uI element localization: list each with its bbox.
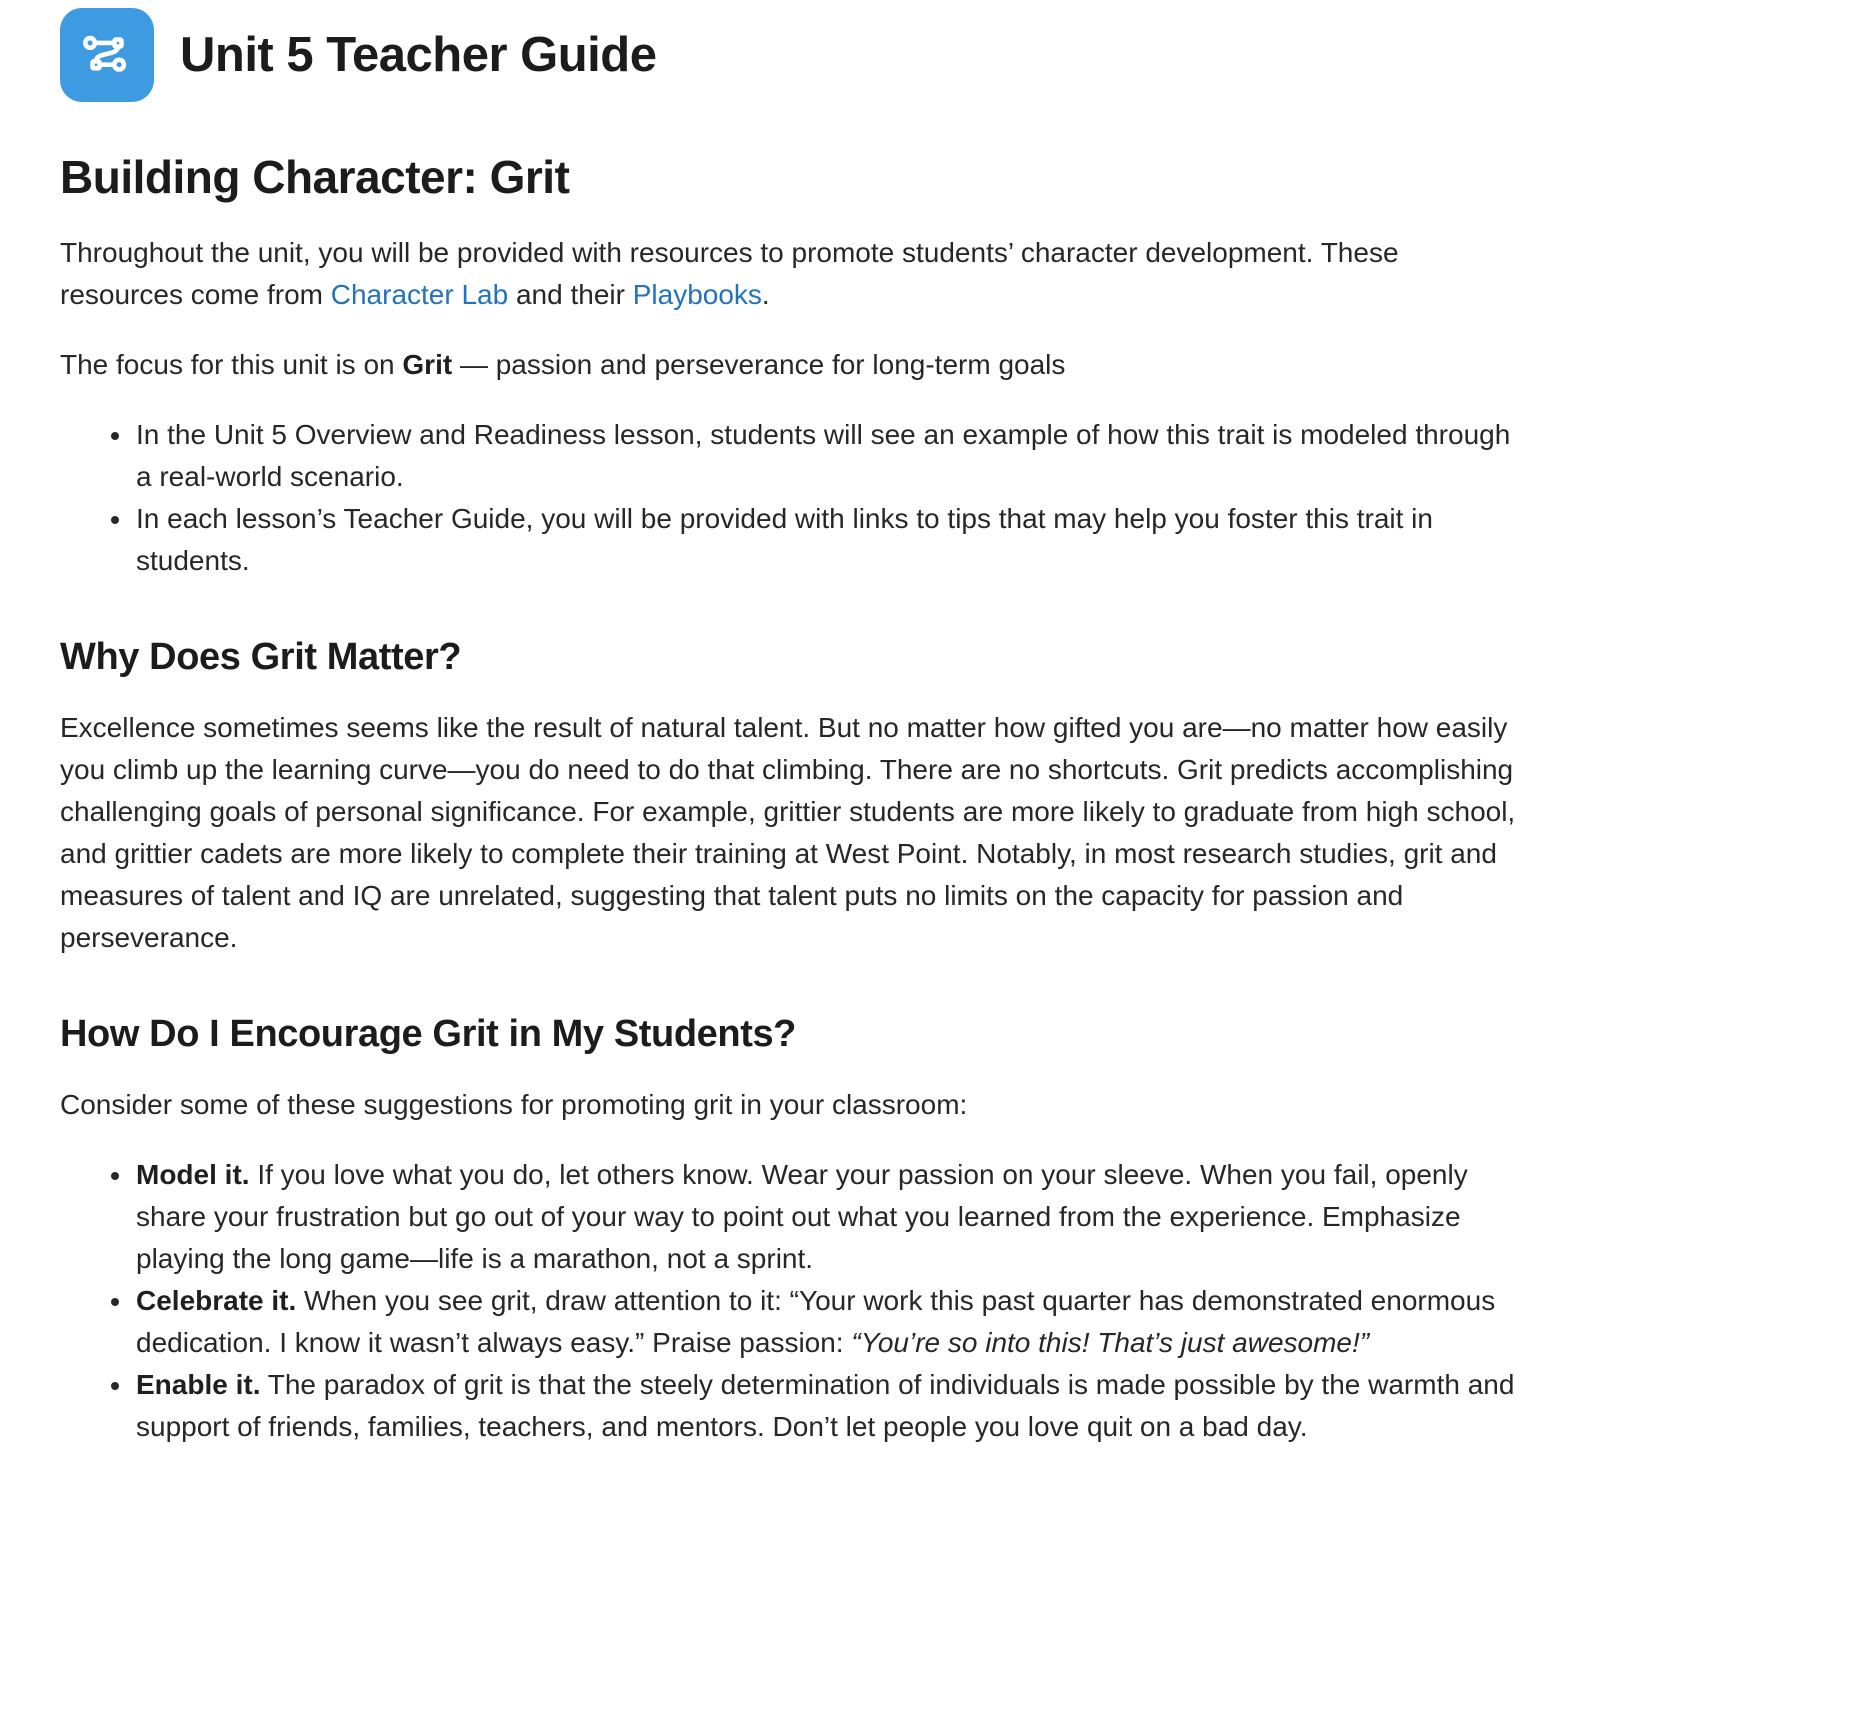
page-title: Building Character: Grit [60,151,570,203]
italic-text: “You’re so into this! That’s just awesome!” [851,1327,1370,1358]
route-icon [60,8,154,102]
section-heading-how: How Do I Encourage Grit in My Students? [60,1013,796,1055]
intro-paragraph: Throughout the unit, you will be provided with resources to promote students’ character development. These resources come from Character Lab and their Playbooks. [60,237,1399,310]
list-item: • Celebrate it. When you see grit, draw attention to it: “Your work this past quarter has demonstrated enormous dedication. I know it wasn’t always easy.” Praise passion: “You’re so into this! That’s just awesome!” [134,1280,1520,1364]
suggestions-bullet-list [60,1154,1520,1448]
intro-bullet-list [60,414,1520,582]
list-item: • Model it. If you love what you do, let others know. Wear your passion on your sleeve. When you fail, openly share your frustration but go out of your way to point out what you learned from the experience. Emphasize playing the long game—life is a marathon, not a sprint. [134,1154,1520,1280]
why-paragraph: Excellence sometimes seems like the result of natural talent. But no matter how gifted you are—no matter how easily you climb up the learning curve—you do need to do that climbing. There are no shortcuts. Grit predicts accomplishing challenging goals of personal significance. For example, grittier students are more likely to graduate from high school, and grittier cadets are more likely to complete their training at West Point. Notably, in most research studies, grit and measures of talent and IQ are unrelated, suggesting that talent puts no limits on the capacity for passion and perseverance. [60,712,1516,953]
list-item: • Enable it. The paradox of grit is that the steely determination of individuals is made possible by the warmth and support of friends, families, teachers, and mentors. Don’t let people you love quit on a bad day. [134,1364,1520,1448]
text-link[interactable]: Playbooks [632,279,762,310]
bold-text: Model it. [136,1159,250,1190]
text-link[interactable]: Character Lab [330,279,509,310]
list-item: • In the Unit 5 Overview and Readiness lesson, students will see an example of how this trait is modeled through a real-world scenario. [134,414,1520,498]
section-heading-why: Why Does Grit Matter? [60,636,462,678]
content-column [60,8,1520,1448]
bold-text: Celebrate it. [136,1285,297,1316]
list-item: • In each lesson’s Teacher Guide, you will be provided with links to tips that may help you foster this trait in students. [134,498,1520,582]
focus-paragraph: The focus for this unit is on Grit — passion and perseverance for long-term goals [60,349,1066,380]
bold-text: Grit [402,349,453,380]
app-title: Unit 5 Teacher Guide [180,28,657,82]
app-header [60,8,1520,102]
how-intro-paragraph: Consider some of these suggestions for promoting grit in your classroom: [60,1089,968,1120]
bold-text: Enable it. [136,1369,261,1400]
